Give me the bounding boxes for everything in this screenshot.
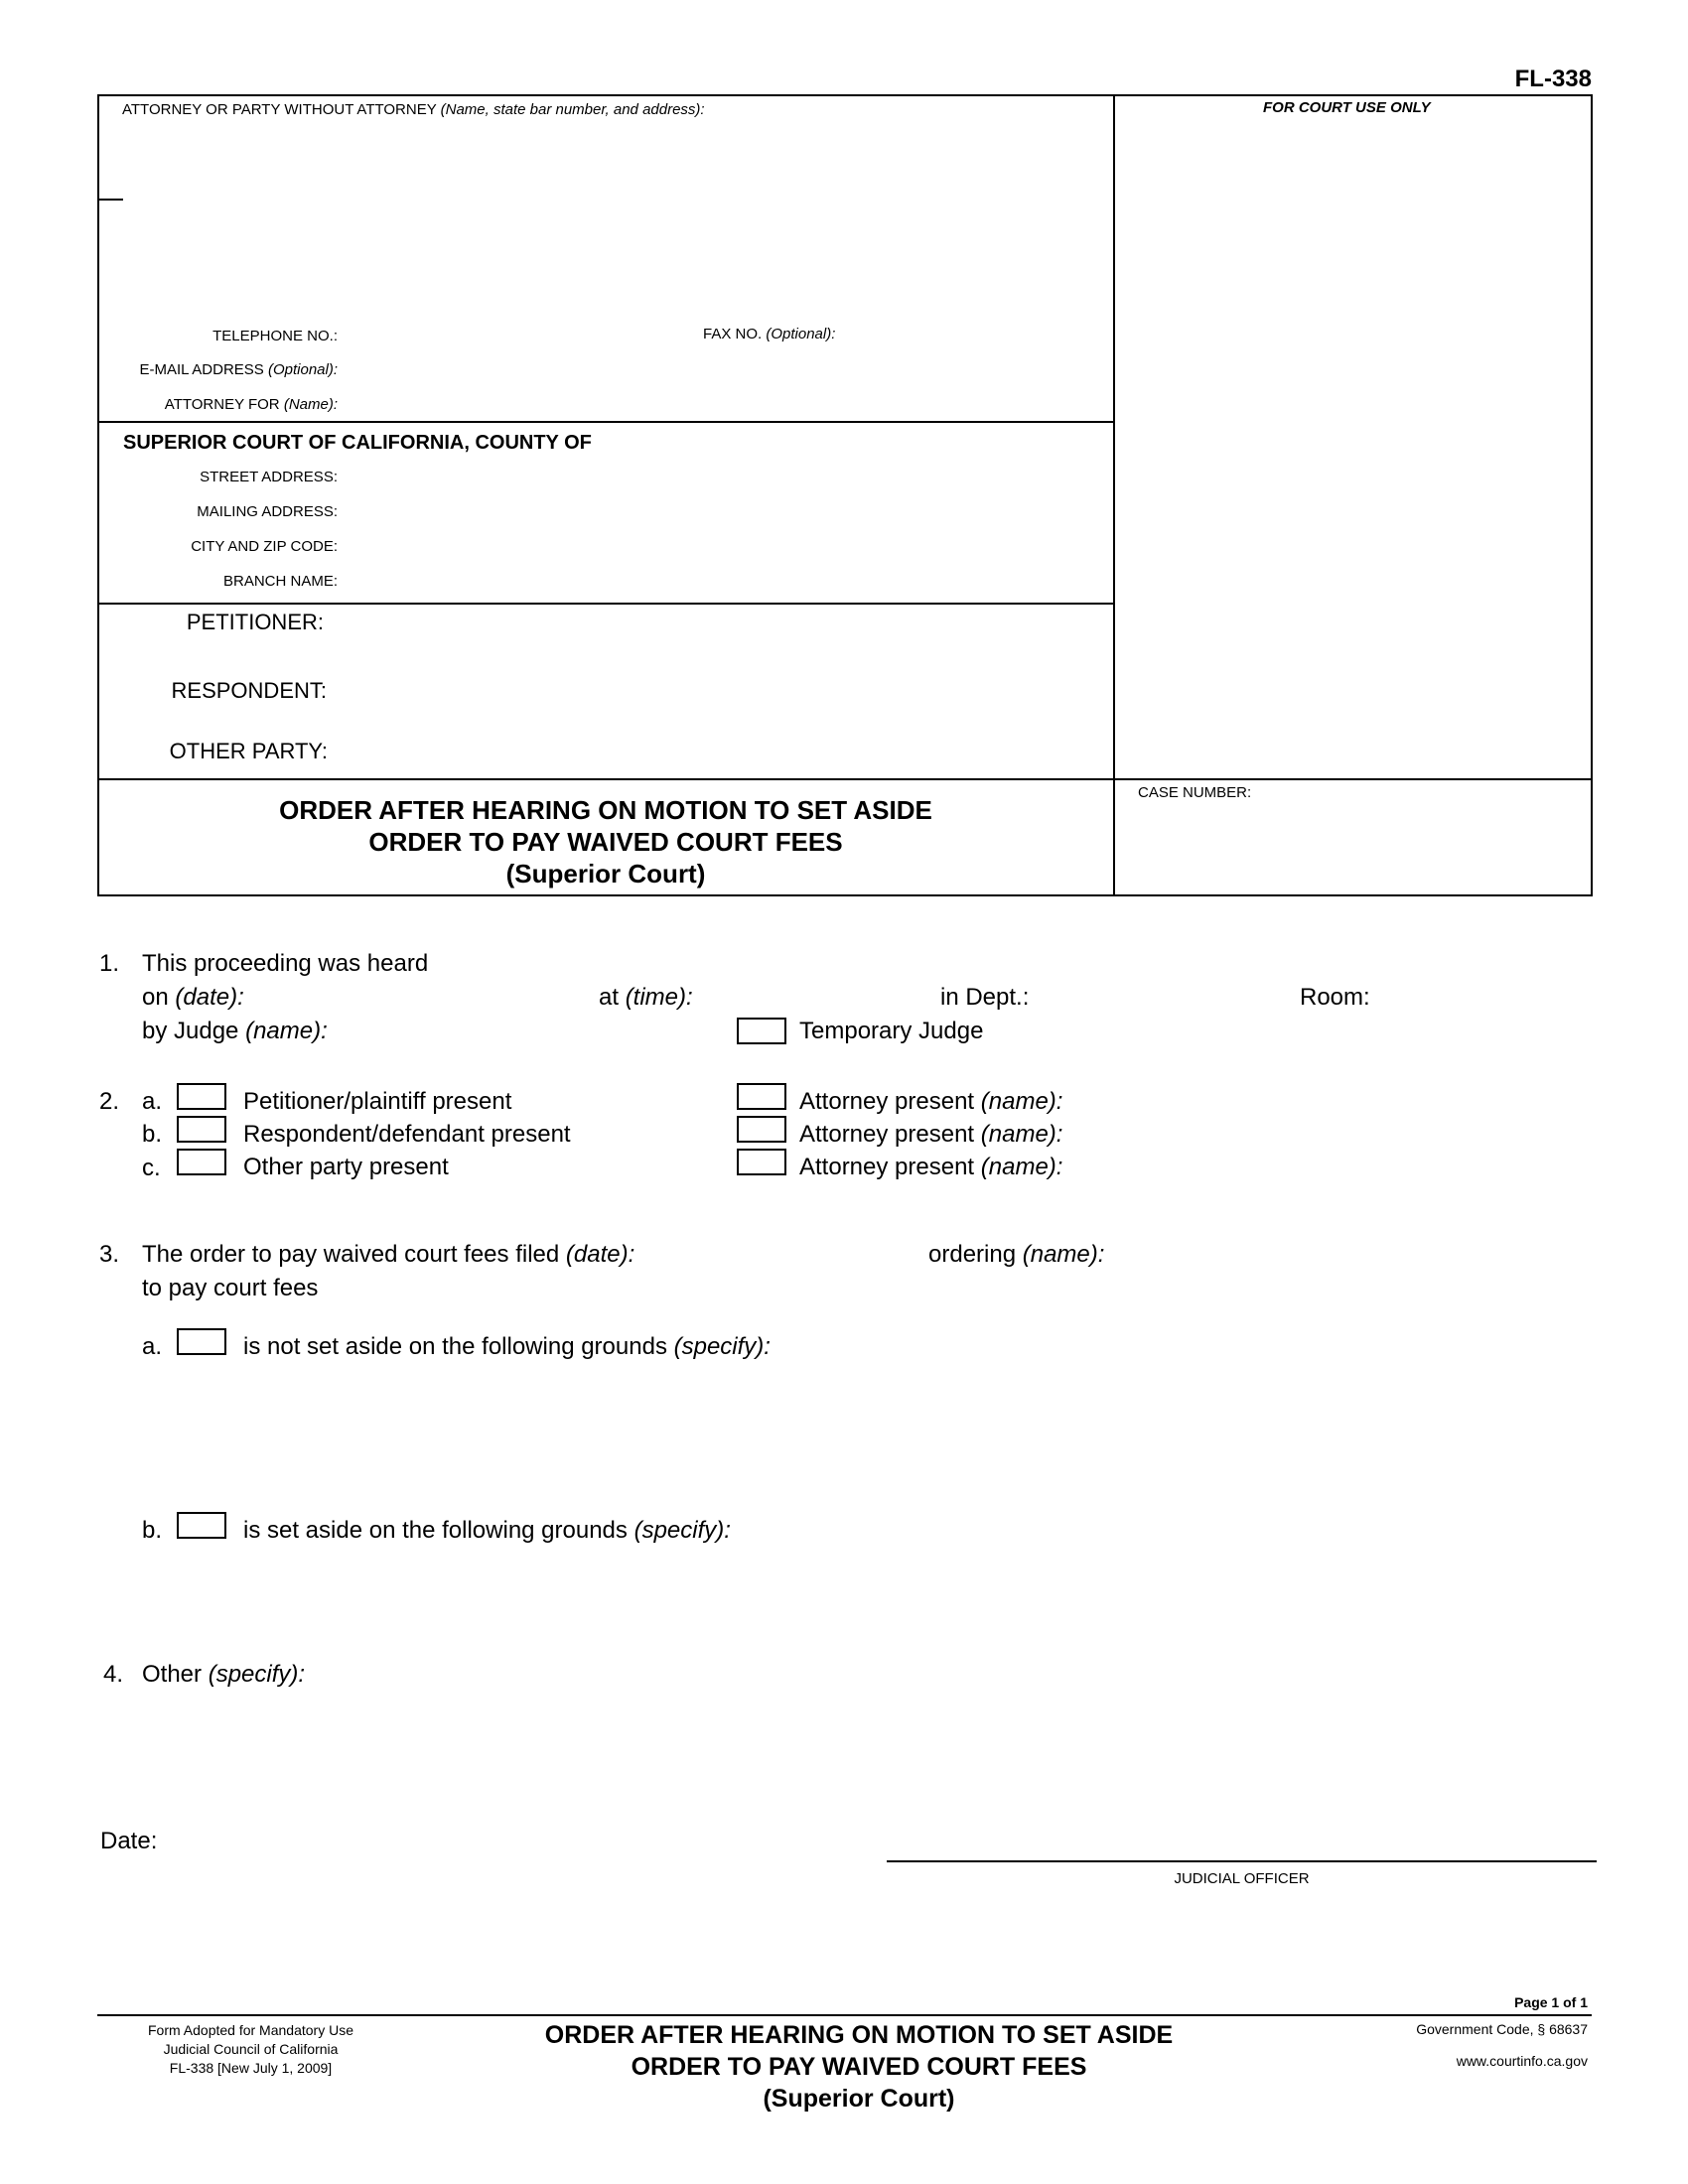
not-set-aside-grounds-field[interactable]	[243, 1365, 1593, 1498]
hearing-time-field[interactable]	[705, 983, 927, 1013]
email-label: E-MAIL ADDRESS (Optional):	[139, 361, 338, 378]
form-adopted-line2: Judicial Council of California	[163, 2041, 339, 2057]
item2-number: 2.	[99, 1088, 120, 1115]
item1-number: 1.	[99, 950, 120, 977]
other-party-label: OTHER PARTY:	[169, 739, 328, 763]
petitioner-present-label: Petitioner/plaintiff present	[243, 1088, 512, 1115]
attorney-for-field[interactable]	[343, 392, 1101, 416]
judicial-officer-signature-field[interactable]	[889, 1827, 1598, 1858]
attorney-field[interactable]	[124, 124, 1101, 315]
form-title	[99, 794, 1112, 889]
attorney-c-name-field[interactable]	[1082, 1151, 1593, 1180]
item2-a-letter: a.	[142, 1088, 163, 1115]
ordering-name-field[interactable]	[1117, 1239, 1593, 1269]
signature-line	[887, 1860, 1597, 1862]
judge-name-field[interactable]	[343, 1017, 724, 1046]
attorney-a-checkbox[interactable]	[737, 1083, 786, 1110]
item3-a-letter: a.	[142, 1333, 163, 1360]
respondent-present-checkbox[interactable]	[177, 1116, 226, 1143]
city-zip-label: CITY AND ZIP CODE:	[191, 538, 338, 555]
government-code: Government Code, § 68637	[1416, 2021, 1588, 2037]
item1-text: This proceeding was heard	[142, 950, 429, 977]
other-specify-field[interactable]	[318, 1658, 1593, 1791]
item1-dept-label: in Dept.:	[940, 984, 1030, 1011]
attorney-b-name-field[interactable]	[1082, 1118, 1593, 1148]
item3-to-pay: to pay court fees	[142, 1275, 319, 1301]
item1-judge-label: by Judge (name):	[142, 1018, 328, 1044]
branch-label: BRANCH NAME:	[222, 573, 338, 590]
email-field[interactable]	[343, 357, 1101, 381]
divider-attorney	[97, 421, 1115, 423]
respondent-present-label: Respondent/defendant present	[243, 1121, 571, 1148]
attorney-c-label: Attorney present (name):	[799, 1154, 1063, 1180]
attorney-a-label: Attorney present (name):	[799, 1088, 1063, 1115]
form-title-line3: (Superior Court)	[505, 859, 706, 888]
court-title: SUPERIOR COURT OF CALIFORNIA, COUNTY OF	[123, 432, 592, 454]
form-adopted-line3: FL-338 [New July 1, 2009]	[169, 2060, 333, 2076]
petitioner-field[interactable]	[333, 608, 1101, 637]
other-party-present-checkbox[interactable]	[177, 1149, 226, 1175]
footer-title-line2: ORDER TO PAY WAIVED COURT FEES	[631, 2053, 1087, 2081]
attorney-b-label: Attorney present (name):	[799, 1121, 1063, 1148]
street-label: STREET ADDRESS:	[200, 469, 338, 485]
form-adopted-line1: Form Adopted for Mandatory Use	[148, 2022, 353, 2038]
attorney-c-checkbox[interactable]	[737, 1149, 786, 1175]
temporary-judge-checkbox[interactable]	[737, 1018, 786, 1044]
item4-label: Other (specify):	[142, 1661, 306, 1688]
item1-room-label: Room:	[1300, 984, 1370, 1011]
form-id: FL-338	[1514, 66, 1592, 92]
signature-date-field[interactable]	[169, 1827, 620, 1856]
item3-text: The order to pay waived court fees filed (date):	[142, 1241, 635, 1268]
case-number-field[interactable]	[1138, 814, 1579, 876]
item1-at-label: at (time):	[599, 984, 693, 1011]
item3-b-letter: b.	[142, 1517, 163, 1544]
other-party-present-label: Other party present	[243, 1154, 449, 1180]
caption-vertical-divider	[1113, 94, 1115, 896]
form-title-line2: ORDER TO PAY WAIVED COURT FEES	[368, 827, 843, 857]
city-zip-field[interactable]	[343, 534, 1101, 558]
website-link[interactable]: www.courtinfo.ca.gov	[1456, 2053, 1588, 2069]
not-set-aside-checkbox[interactable]	[177, 1328, 226, 1355]
set-aside-checkbox[interactable]	[177, 1512, 226, 1539]
judicial-officer-label: JUDICIAL OFFICER	[1174, 1870, 1310, 1887]
set-aside-grounds-field[interactable]	[243, 1549, 1593, 1652]
other-party-field[interactable]	[333, 737, 1101, 766]
date-label: Date:	[100, 1828, 158, 1854]
footer-title	[417, 2019, 1301, 2115]
mailing-field[interactable]	[343, 499, 1101, 523]
temporary-judge-label: Temporary Judge	[799, 1018, 984, 1044]
item4-number: 4.	[103, 1661, 124, 1688]
divider-court	[97, 603, 1115, 605]
petitioner-present-checkbox[interactable]	[177, 1083, 226, 1110]
filed-date-field[interactable]	[660, 1239, 922, 1269]
item1-on-label: on (date):	[142, 984, 244, 1011]
telephone-label: TELEPHONE NO.:	[212, 328, 338, 344]
branch-field[interactable]	[343, 569, 1101, 593]
room-field[interactable]	[1380, 983, 1593, 1013]
attorney-label: ATTORNEY OR PARTY WITHOUT ATTORNEY (Name, state bar number, and address):	[122, 101, 705, 118]
footer-title-line1: ORDER AFTER HEARING ON MOTION TO SET ASIDE	[544, 2021, 1174, 2049]
mailing-label: MAILING ADDRESS:	[197, 503, 338, 520]
item2-b-letter: b.	[142, 1121, 163, 1148]
tick-mark	[97, 199, 123, 201]
form-adopted-block	[99, 2021, 402, 2078]
dept-field[interactable]	[1043, 983, 1295, 1013]
telephone-field[interactable]	[343, 324, 684, 347]
item3-number: 3.	[99, 1241, 120, 1268]
hearing-date-field[interactable]	[258, 983, 590, 1013]
footer-title-line3: (Superior Court)	[763, 2085, 955, 2113]
fax-label: FAX NO. (Optional):	[703, 326, 836, 342]
attorney-b-checkbox[interactable]	[737, 1116, 786, 1143]
attorney-for-label: ATTORNEY FOR (Name):	[164, 396, 338, 413]
respondent-label: RESPONDENT:	[171, 678, 327, 703]
fax-field[interactable]	[854, 324, 1101, 347]
form-title-line1: ORDER AFTER HEARING ON MOTION TO SET ASIDE	[279, 795, 932, 825]
set-aside-label: is set aside on the following grounds (specify):	[243, 1517, 731, 1544]
divider-parties	[97, 778, 1593, 780]
respondent-field[interactable]	[333, 676, 1101, 706]
item2-c-letter: c.	[142, 1155, 161, 1181]
case-number-label: CASE NUMBER:	[1138, 784, 1252, 801]
attorney-a-name-field[interactable]	[1082, 1085, 1593, 1115]
court-use-label: FOR COURT USE ONLY	[1263, 99, 1431, 116]
not-set-aside-label: is not set aside on the following grounds (specify):	[243, 1333, 771, 1360]
street-field[interactable]	[343, 465, 1101, 488]
item3-ordering-label: ordering (name):	[928, 1241, 1105, 1268]
petitioner-label: PETITIONER:	[186, 610, 324, 634]
page-number: Page 1 of 1	[1514, 1994, 1588, 2010]
footer-rule	[97, 2014, 1592, 2016]
county-field[interactable]	[655, 431, 1101, 457]
